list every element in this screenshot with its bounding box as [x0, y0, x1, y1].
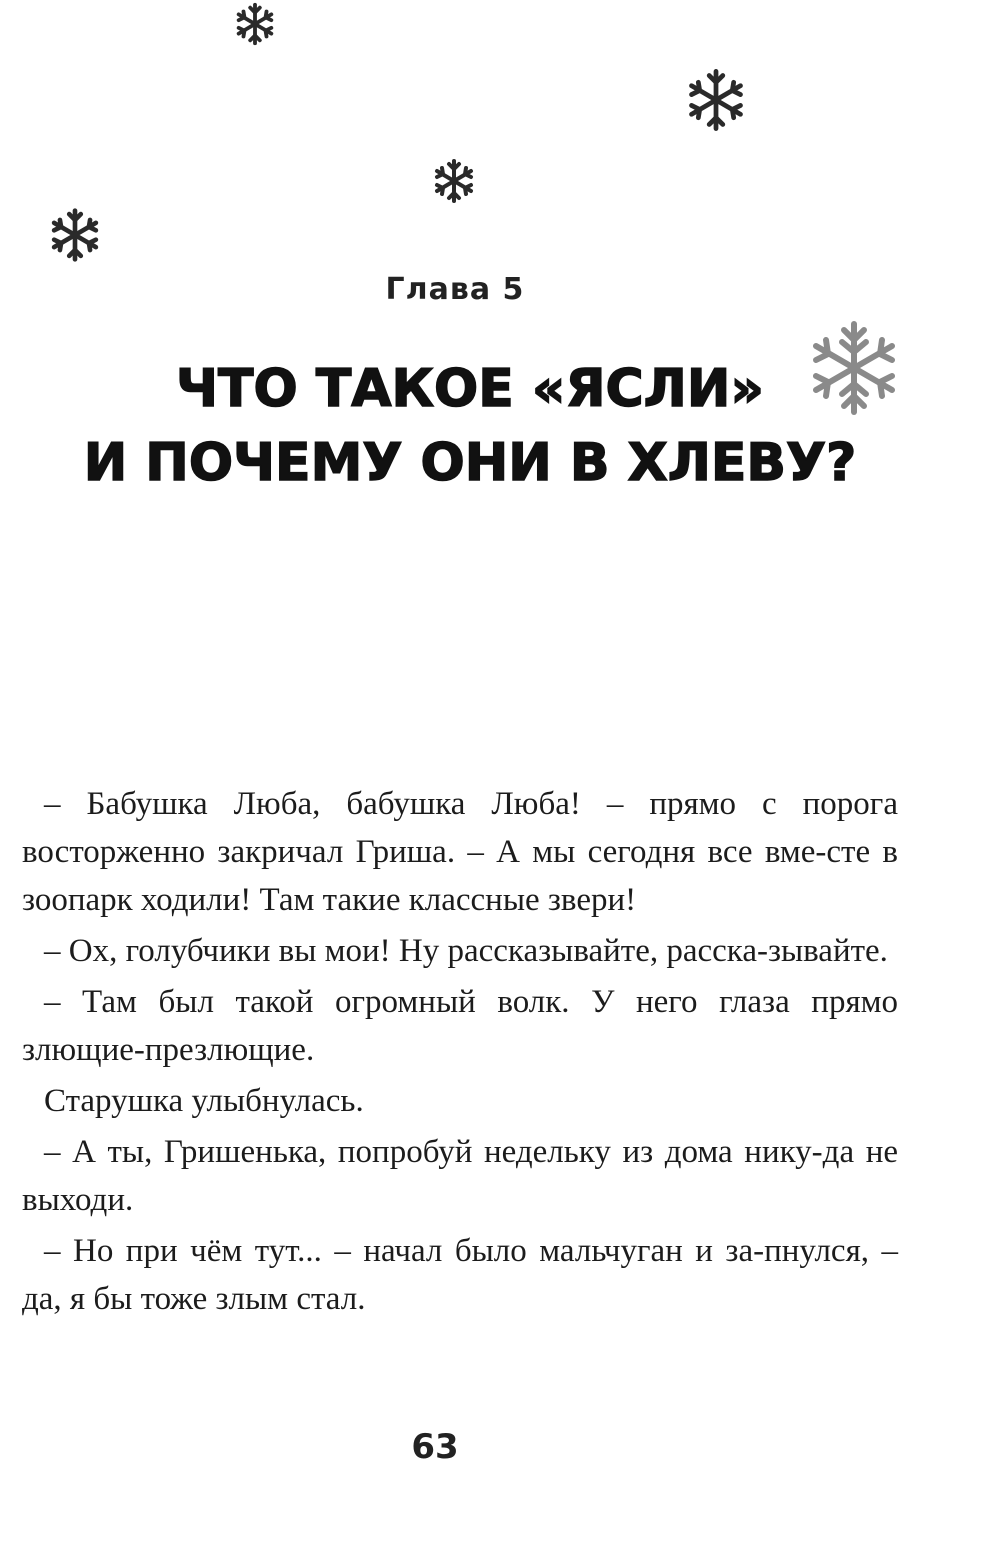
paragraph: – Но при чём тут... – начал было мальчуган и за-пнулся, – да, я бы тоже злым стал.: [22, 1233, 898, 1317]
snowflake-icon: [680, 66, 752, 134]
paragraph: – А ты, Гришенька, попробуй недельку из дома нику-да не выходи.: [22, 1134, 898, 1218]
paragraph: Старушка улыбнулась.: [44, 1083, 364, 1119]
chapter-title-line-1: ЧТО ТАКОЕ «ЯСЛИ»: [176, 359, 764, 419]
snowflake-icon: [428, 156, 480, 206]
body-text: [22, 780, 898, 1326]
chapter-title-line-2: И ПОЧЕМУ ОНИ В ХЛЕВУ?: [83, 433, 857, 493]
paragraph: – Бабушка Люба, бабушка Люба! – прямо с порога восторженно закричал Гриша. – А мы сегодня все вме-сте в зоопарк ходили! Там такие классные звери!: [22, 786, 898, 918]
chapter-title: [20, 352, 920, 500]
snowflake-icon: [46, 204, 104, 266]
paragraph: – Ох, голубчики вы мои! Ну рассказывайте, расска-зывайте.: [44, 933, 888, 969]
chapter-label: Глава 5: [385, 272, 525, 307]
paragraph: – Там был такой огромный волк. У него глаза прямо злющие-презлющие.: [22, 984, 898, 1068]
page-number: 63: [411, 1427, 459, 1467]
snowflake-icon: [230, 0, 280, 48]
